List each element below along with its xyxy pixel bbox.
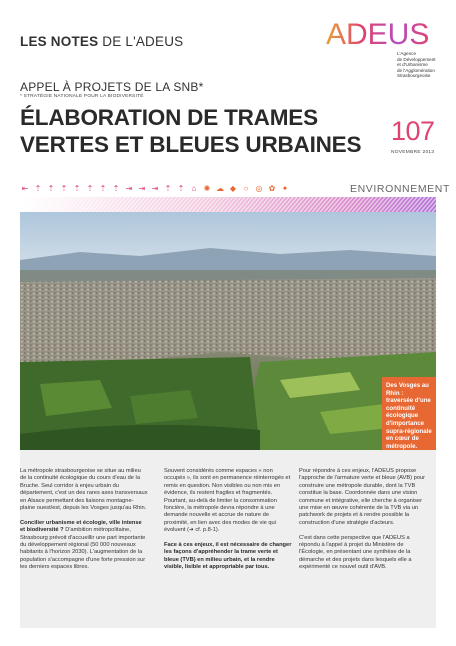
- circle-icon: ○: [243, 184, 249, 193]
- paragraph-text: Pour répondre à ces enjeux, l'ADEUS propose l'approche de l'armature verte et bleue (AVB) pour construire une métropole durable, dont la TVB constitue la base. Coordonnée dans une vision commune et intégrative, elle cherche à organiser une mise en œuvre cohérente de la TVB via un patchwork de projets et à rendre possible la construction d'une stratégie d'acteurs.: [299, 468, 425, 526]
- target-icon: ◎: [255, 184, 263, 193]
- paragraph: [20, 468, 148, 512]
- arrow-up-icon: ⇡: [73, 184, 81, 193]
- text-column-3: [299, 468, 427, 579]
- arrow-up-icon: ⇡: [164, 184, 172, 193]
- paragraph: [299, 468, 427, 527]
- agency-line: Strasbourgeoise: [397, 73, 431, 79]
- paragraph: [20, 520, 148, 572]
- flower-icon: ✿: [268, 184, 276, 193]
- paragraph-lead: Face à ces enjeux, il est nécessaire de changer les façons d'appréhender la trame verte et bleue (TVB) en milieu urbain, et la rendre visible, lisible et appropriable par tous.: [164, 542, 292, 571]
- series-bold: LES NOTES: [20, 34, 99, 49]
- arrow-up-icon: ⇡: [60, 184, 68, 193]
- title-line: VERTES ET BLEUES URBAINES: [20, 132, 362, 157]
- kicker-footnote: * STRATÉGIE NATIONALE POUR LA BIODIVERSITÉ: [20, 94, 144, 99]
- theme-icon-row: [20, 184, 290, 193]
- butterfly-icon: ✦: [281, 184, 289, 193]
- adeus-logo: [326, 18, 438, 50]
- paragraph-text: C'est dans cette perspective que l'ADEUS a répondu à l'appel à projet du Ministère de l'Écologie, en présentant une synthèse de la démarche et des projets dans lesquels elle a expérimenté ce nouvel outil d'AVB.: [299, 534, 412, 571]
- agency-line: de l'Agglomération: [397, 67, 435, 73]
- text-column-1: [20, 468, 148, 579]
- kicker: APPEL À PROJETS DE LA SNB*: [20, 80, 204, 94]
- cloud-icon: ☁: [216, 184, 224, 193]
- page-title: [20, 104, 361, 158]
- paragraph: [164, 468, 292, 535]
- agency-line: et d'Urbanisme: [397, 62, 428, 68]
- text-column-2: [164, 468, 292, 579]
- paragraph-text: La métropole strasbourgeoise se situe au milieu de la continuité écologique du cours d'eau de la Bruche. Seul corridor à enjeu urbain du département, c'est un des rares axes transversaux en Alsace permettant des liaisons montagne-plaine ouest/est, depuis les Vosges jusqu'au Rhin.: [20, 468, 148, 512]
- paragraph: [164, 542, 292, 572]
- title-line: ÉLABORATION DE TRAMES: [20, 105, 318, 130]
- stripe-banner: [20, 197, 436, 213]
- photo-caption: Des Vosges au Rhin : traversée d'une continuité écologique d'importance supra-régionale en cœur de métropole.: [386, 382, 432, 450]
- arrow-right-icon: ⇥: [138, 184, 146, 193]
- diamond-icon: ◆: [229, 184, 237, 193]
- issue-date: NOVEMBRE 2013: [391, 150, 435, 155]
- arrow-up-icon: ⇡: [86, 184, 94, 193]
- arrow-up-icon: ⇡: [112, 184, 120, 193]
- theme-label: ENVIRONNEMENT: [350, 183, 450, 195]
- house-icon: ⌂: [191, 184, 197, 193]
- arrow-up-icon: ⇡: [47, 184, 55, 193]
- arrow-up-icon: ⇡: [34, 184, 42, 193]
- issue-number: 107: [391, 116, 435, 146]
- series-light: DE L'ADEUS: [102, 34, 184, 49]
- paragraph-lead: Concilier urbanisme et écologie, ville intense et biodiversité ?: [20, 519, 142, 534]
- arrow-in-icon: ⇤: [21, 184, 29, 193]
- publication-series: [20, 34, 183, 49]
- agency-name: [397, 51, 456, 79]
- arrow-up-icon: ⇡: [99, 184, 107, 193]
- paragraph-text: D'ambition métropolitaine, Strasbourg prévoit d'accueillir une part importante du développement régional (50 000 nouveaux habitants à l'horizon 2030). L'augmentation de la population s'accompagne d'une forte pression sur les derniers espaces libres.: [20, 527, 146, 571]
- logo-wordmark: ADEUS: [326, 18, 430, 50]
- arrow-right-icon: ⇥: [151, 184, 159, 193]
- aerial-photo: [20, 212, 436, 450]
- intro-text-panel: [20, 450, 436, 628]
- paragraph-text: Souvent considérés comme espaces « non occupés », ils sont en permanence réinterrogés et remis en question. Non visibles ou non mis en évidence, ils restent fragiles et fragmentés. Pourtant, au-delà de limiter la consommation foncière, la métropole devra répondre à une demande nouvelle et accrue de nature de proximité, en lien avec des modes de vie qui évoluent (➜ cf. p.8-1).: [164, 468, 291, 534]
- agency-line: de Développement: [397, 56, 436, 62]
- gear-icon: ✺: [203, 184, 211, 193]
- paragraph: [299, 535, 427, 572]
- photo-caption-box: [382, 377, 436, 450]
- agency-line: L'Agence: [397, 51, 417, 56]
- arrow-up-icon: ⇡: [177, 184, 185, 193]
- arrow-right-icon: ⇥: [125, 184, 133, 193]
